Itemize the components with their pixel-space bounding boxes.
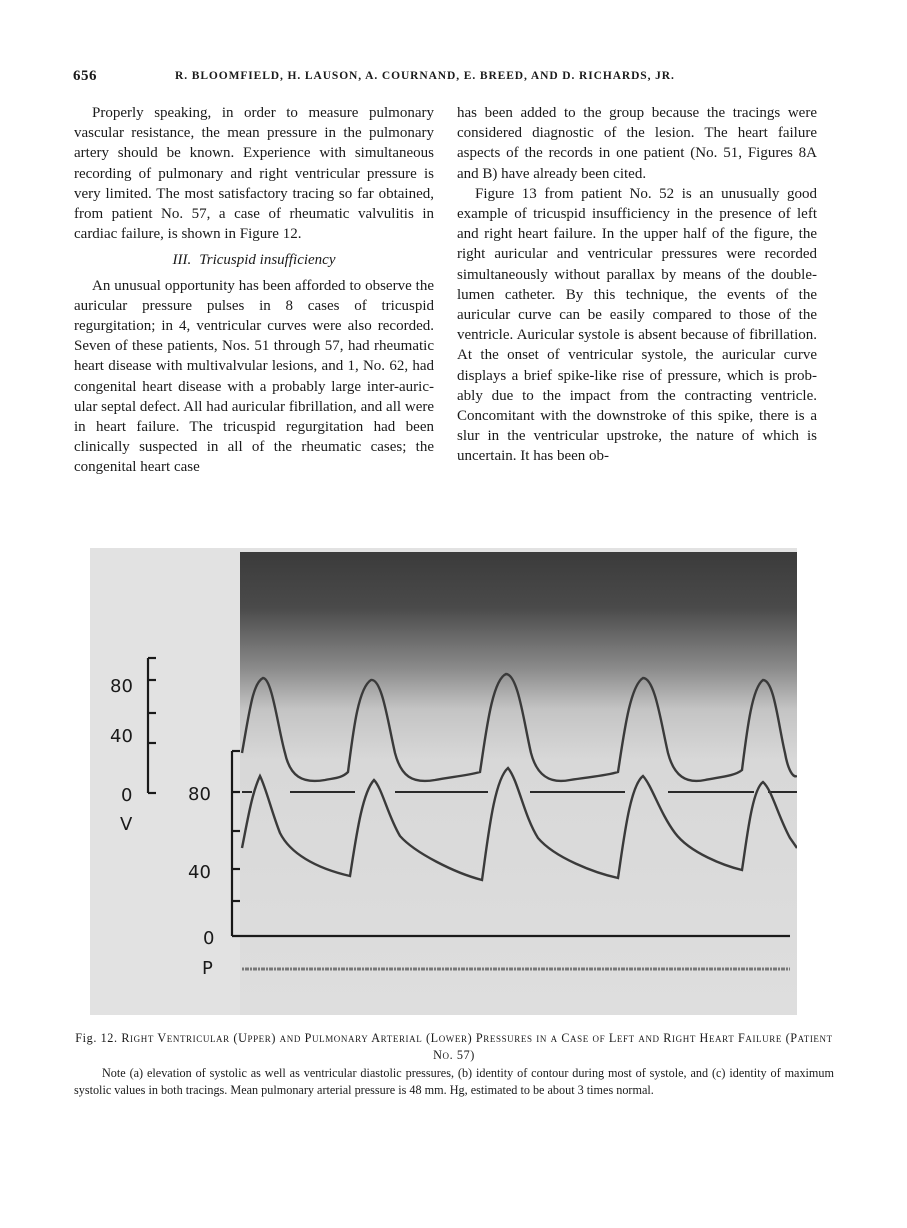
left-column [74,103,434,478]
page-number: 656 [73,68,97,84]
section-title: Tricuspid insufficiency [199,252,336,269]
p-tick-80: 80 [188,784,211,805]
paragraph: has been added to the group because the tracings were considered diagnostic of the lesion. The heart failure aspects of the records in one patient (No. 51, Figures 8A and B) have already been cited. [457,105,817,182]
paragraph: Figure 13 from patient No. 52 is an unusually good example of tricuspid insufficiency in the presence of left and right heart failure. In the upper half of the figure, the right auricular and ventricular pressures were recorded simultaneously without parallax by means of the double-lumen catheter. By this technique, the events of the auricular curve can be easily compared to those of the ventricle. Auricular systole is absent because of fibrillation. At the onset of ventricular systole, the auricular curve displays a brief spike-like rise of pressure, which is probably due to the impact from the contracting ventricle. Concomitant with the downstroke of this spike, there is a slur in the ventricular upstroke, the nature of which is uncertain. It has been ob- [457,185,817,465]
pressure-tracing-photo [90,548,797,1015]
figure-label: Fig. 12. [75,1031,118,1045]
running-head: R. BLOOMFIELD, H. LAUSON, A. COURNAND, E. BREED, AND D. RICHARDS, JR. [175,70,675,82]
paragraph: An unusual opportunity has been afforded to observe the auricular pressure pulses in 8 cases of tricuspid regurgitation; in 4, ventricular curves were also recorded. Seven of these patients, Nos. 51 through 57, had rheumatic heart disease with multivalvular lesions, and 1, No. 62, had congenital heart disease with a probably large inter-auricular septal defect. All had auricular fibrillation, and all were in heart failure. The tricuspid regurgitation had been clinically suspected in all of the rheumatic cases; the congenital heart case [74,277,434,476]
caption-title-text: Right Ventricular (Upper) and Pulmonary Arterial (Lower) Pressures in a Case of Left and Right Heart Failure (Patient No. 57) [121,1031,833,1062]
v-tick-0: 0 [121,785,133,806]
v-tick-40: 40 [110,726,133,747]
p-tick-0: 0 [203,928,215,949]
figure-caption [74,1030,834,1099]
paragraph: Properly speaking, in order to measure pulmonary vascular resistance, the mean pressure in the pulmonary artery should be known. Experience with simultaneous recording of pulmonary and right ventricular pressure is very limited. The most satisfactory tracing so far obtained, from patient No. 57, a case of rheumatic valvulitis in cardiac failure, is shown in Figure 12. [74,105,434,243]
right-column [457,103,817,467]
v-tick-80: 80 [110,676,133,697]
photo-exposed-area [240,552,797,1015]
caption-title [74,1030,834,1064]
v-channel-label: V [120,814,133,835]
p-tick-40: 40 [188,862,211,883]
section-heading [74,250,434,270]
caption-note: Note (a) elevation of systolic as well as ventricular diastolic pressures, (b) identity of contour during most of systole, and (c) identity of maximum systolic values in both tracings. Mean pulmonary arterial pressure is 48 mm. Hg, estimated to be about 3 times normal. [74,1066,834,1097]
p-channel-label: P [202,958,213,979]
section-numeral: III. [172,252,192,269]
figure-12 [90,548,797,1015]
